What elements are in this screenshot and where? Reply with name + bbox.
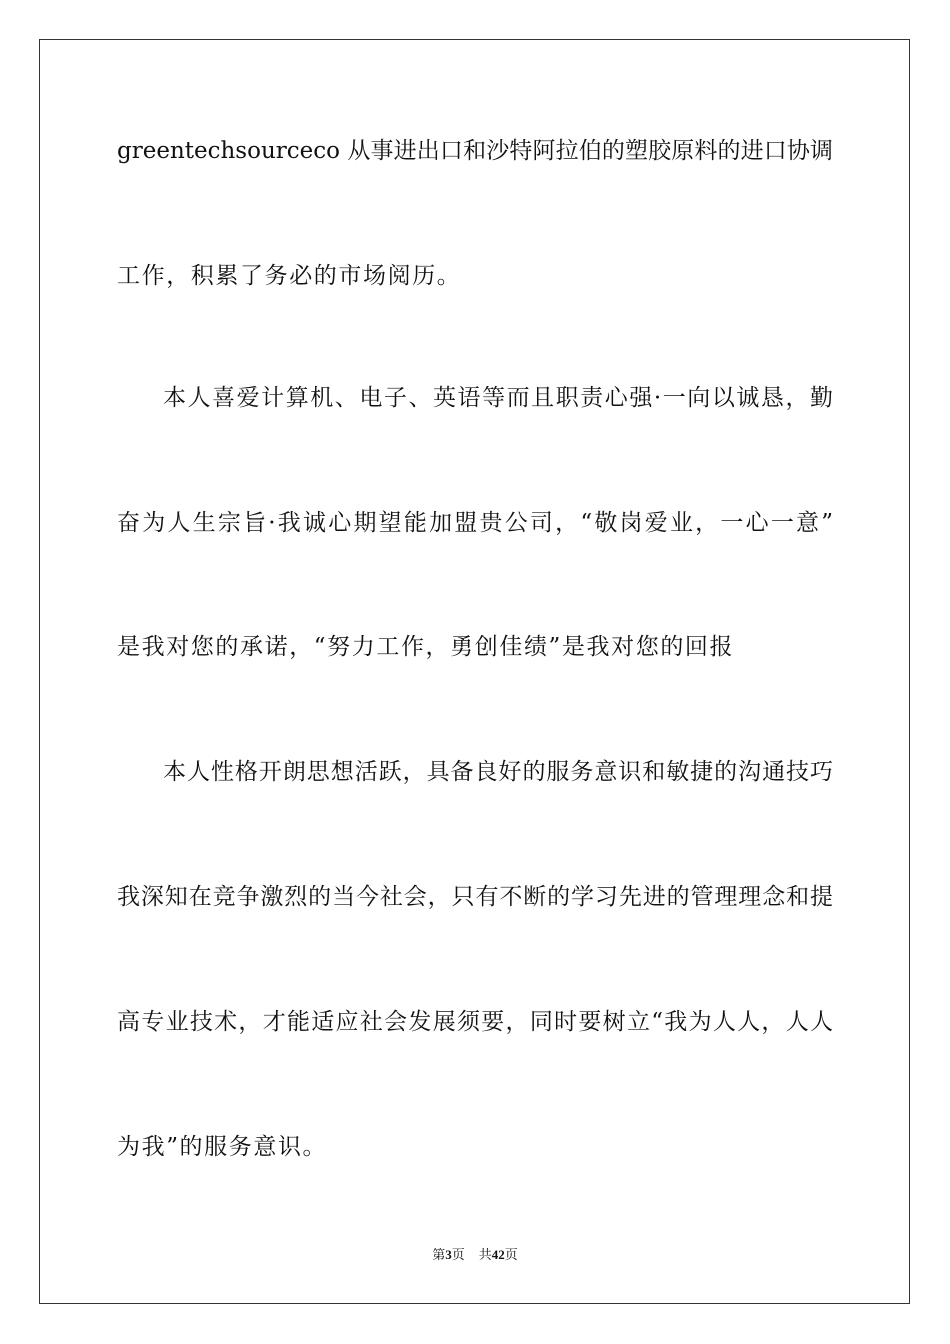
total-prefix: 共 — [478, 1247, 492, 1262]
page-number: 3 — [445, 1247, 452, 1262]
paragraph-line-7: 我深知在竞争激烈的当今社会，只有不断的学习先进的管理理念和提 — [117, 884, 833, 910]
paragraph-line-4: 奋为人生宗旨·我诚心期望能加盟贵公司，“敬岗爱业，一心一意” — [117, 510, 833, 536]
paragraph-line-8: 高专业技术，才能适应社会发展须要，同时要树立“我为人人，人人 — [117, 1009, 833, 1035]
total-pages: 42 — [491, 1247, 505, 1262]
page-suffix: 页 — [451, 1247, 465, 1262]
paragraph-line-1: greentechsourceco 从事进出口和沙特阿拉伯的塑胶原料的进口协调 — [117, 138, 833, 164]
paragraph-line-6: 本人性格开朗思想活跃，具备良好的服务意识和敏捷的沟通技巧 — [163, 759, 833, 785]
page-footer — [0, 1246, 950, 1264]
page-border — [39, 39, 910, 1304]
paragraph-line-2: 工作，积累了务必的市场阅历。 — [117, 263, 462, 289]
total-suffix: 页 — [504, 1247, 518, 1262]
paragraph-line-9: 为我”的服务意识。 — [117, 1134, 328, 1160]
page-prefix: 第 — [432, 1247, 446, 1262]
paragraph-line-5: 是我对您的承诺，“努力工作，勇创佳绩”是我对您的回报 — [117, 634, 735, 660]
paragraph-line-3: 本人喜爱计算机、电子、英语等而且职责心强·一向以诚恳，勤 — [163, 385, 833, 411]
